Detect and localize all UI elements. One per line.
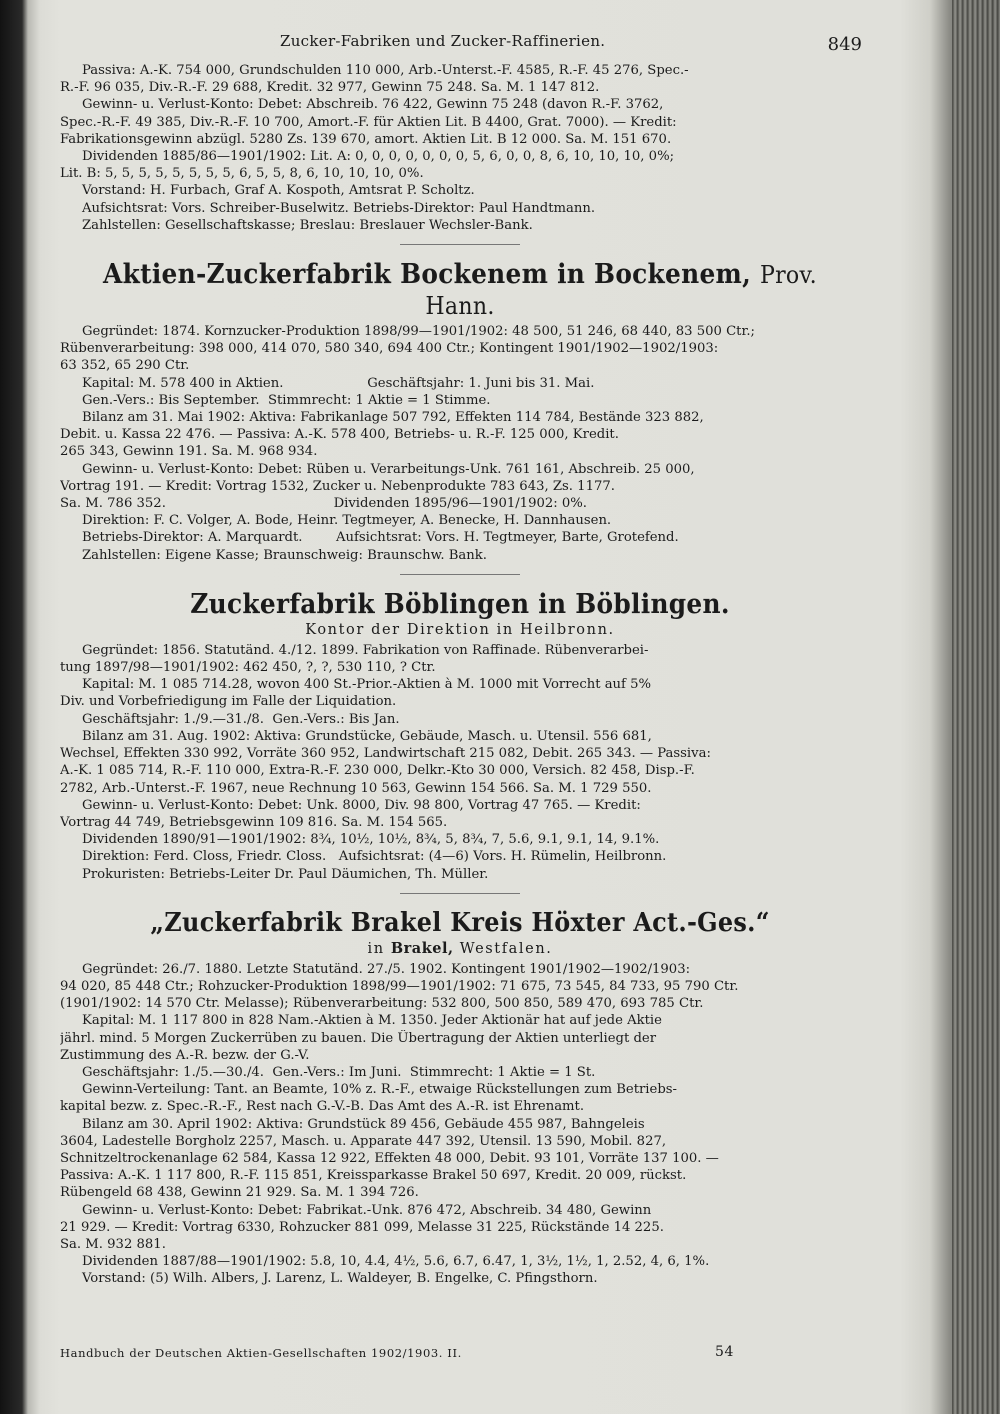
subtitle-suffix: Westfalen. [459, 940, 553, 957]
subtitle-prefix: in [367, 940, 385, 957]
text-line: Geschäftsjahr: 1./9.—31./8. Gen.-Vers.: Bis Jan. [82, 711, 400, 727]
entry-title: Zuckerfabrik Böblingen in Böblingen. [190, 588, 730, 620]
text-line: Gewinn- u. Verlust-Konto: Debet: Fabrikat.-Unk. 876 472, Abschreib. 34 480, Gewinn [82, 1202, 652, 1218]
entry-boeblingen [60, 589, 860, 883]
text-line: Dividenden 1887/88—1901/1902: 5.8, 10, 4.4, 4½, 5.6, 6.7, 6.47, 1, 3½, 1½, 1, 2.52, 4, 6, 1%. [82, 1254, 710, 1270]
text-line: kapital bezw. z. Spec.-R.-F., Rest nach G.-V.-B. Das Amt des A.-R. ist Ehrenamt. [60, 1099, 585, 1115]
entry-brakel [60, 908, 860, 1288]
text-line: 21 929. — Kredit: Vortrag 6330, Rohzucker 881 099, Melasse 31 225, Rückstände 14 225. [60, 1219, 664, 1235]
text-line: Direktion: Ferd. Closs, Friedr. Closs. Aufsichtsrat: (4—6) Vors. H. Rümelin, Heilbronn. [82, 849, 667, 865]
text-line: Vortrag 44 749, Betriebsgewinn 109 816. Sa. M. 154 565. [60, 814, 448, 830]
text-line: Div. und Vorbefriedigung im Falle der Liquidation. [60, 694, 397, 710]
text-line: jährl. mind. 5 Morgen Zuckerrüben zu bauen. Die Übertragung der Aktien unterliegt der [60, 1030, 656, 1046]
entry-title: „Zuckerfabrik Brakel Kreis Höxter Act.-Ges.“ [150, 907, 770, 938]
text-line: Direktion: F. C. Volger, A. Bode, Heinr. Tegtmeyer, A. Benecke, H. Dannhausen. [82, 513, 612, 529]
footer-page-mark: 54 [715, 1344, 735, 1360]
text-line: Spec.-R.-F. 49 385, Div.-R.-F. 10 700, Amort.-F. für Aktien Lit. B 4400, Grat. 7000). — Kredit: [60, 114, 677, 130]
text-line: Lit. B: 5, 5, 5, 5, 5, 5, 5, 5, 6, 5, 5, 8, 6, 10, 10, 10, 0%. [60, 166, 424, 182]
text-line: Vorstand: H. Furbach, Graf A. Kospoth, Amtsrat P. Scholtz. [82, 183, 475, 199]
text-line: Gewinn- u. Verlust-Konto: Debet: Abschreib. 76 422, Gewinn 75 248 (davon R.-F. 3762, [82, 97, 664, 113]
entry-subtitle [60, 940, 860, 957]
text-line: Vortrag 191. — Kredit: Vortrag 1532, Zucker u. Nebenprodukte 783 643, Zs. 1177. [60, 478, 615, 494]
text-line: Gen.-Vers.: Bis September. Stimmrecht: 1 Aktie = 1 Stimme. [82, 392, 491, 408]
text-line: Kapital: M. 578 400 in Aktien. Geschäftsjahr: 1. Juni bis 31. Mai. [82, 375, 595, 391]
entry-subtitle: Kontor der Direktion in Heilbronn. [305, 621, 615, 638]
text-line: Rübenverarbeitung: 398 000, 414 070, 580 340, 694 400 Ctr.; Kontingent 1901/1902—1902/1903: [60, 341, 719, 357]
text-line: Gewinn- u. Verlust-Konto: Debet: Unk. 8000, Div. 98 800, Vortrag 47 765. — Kredit: [82, 797, 641, 813]
text-line: Gegründet: 1874. Kornzucker-Produktion 1898/99—1901/1902: 48 500, 51 246, 68 440, 83 500 Ctr.; [82, 324, 755, 340]
text-line: Zahlstellen: Eigene Kasse; Braunschweig: Braunschw. Bank. [82, 547, 487, 563]
divider [400, 574, 520, 575]
text-line: Prokuristen: Betriebs-Leiter Dr. Paul Däumichen, Th. Müller. [82, 866, 489, 882]
text-line: R.-F. 96 035, Div.-R.-F. 29 688, Kredit. 32 977, Gewinn 75 248. Sa. M. 1 147 812. [60, 80, 600, 96]
text-line: Fabrikationsgewinn abzügl. 5280 Zs. 139 670, amort. Aktien Lit. B 12 000. Sa. M. 151 670. [60, 131, 672, 147]
entry-bockenem [60, 259, 860, 564]
entry-title [92, 259, 828, 321]
text-line: Betriebs-Direktor: A. Marquardt. Aufsichtsrat: Vors. H. Tegtmeyer, Barte, Grotefend. [82, 530, 679, 546]
text-line: Kapital: M. 1 117 800 in 828 Nam.-Aktien à M. 1350. Jeder Aktionär hat auf jede Aktie [82, 1013, 662, 1029]
text-line: Geschäftsjahr: 1./5.—30./4. Gen.-Vers.: Im Juni. Stimmrecht: 1 Aktie = 1 St. [82, 1064, 596, 1080]
text-line: Passiva: A.-K. 1 117 800, R.-F. 115 851, Kreissparkasse Brakel 50 697, Kredit. 20 009, rückst. [60, 1168, 687, 1184]
running-title: Zucker-Fabriken und Zucker-Raffinerien. [280, 32, 606, 50]
text-line: Gewinn- u. Verlust-Konto: Debet: Rüben u. Verarbeitungs-Unk. 761 161, Abschreib. 25 000, [82, 461, 695, 477]
page-number: 849 [827, 34, 862, 55]
text-line: Gegründet: 1856. Statutänd. 4./12. 1899. Fabrikation von Raffinade. Rübenverarbei- [82, 642, 649, 658]
divider [400, 244, 520, 245]
text-line: Gewinn-Verteilung: Tant. an Beamte, 10% z. R.-F., etwaige Rückstellungen zum Betriebs- [82, 1082, 677, 1098]
text-line: Dividenden 1885/86—1901/1902: Lit. A: 0, 0, 0, 0, 0, 0, 0, 5, 6, 0, 0, 8, 6, 10, 10, 10, 0%; [82, 149, 675, 165]
text-line: Schnitzeltrockenanlage 62 584, Kassa 12 922, Effekten 48 000, Debit. 93 101, Vorräte 137 100. — [60, 1150, 719, 1166]
text-line: Rübengeld 68 438, Gewinn 21 929. Sa. M. 1 394 726. [60, 1185, 419, 1201]
text-line: tung 1897/98—1901/1902: 462 450, ?, ?, 530 110, ? Ctr. [60, 660, 436, 676]
entry-continued [60, 62, 860, 234]
text-line: Bilanz am 30. April 1902: Aktiva: Grundstück 89 456, Gebäude 455 987, Bahngeleis [82, 1116, 645, 1132]
text-line: Sa. M. 932 881. [60, 1236, 166, 1252]
text-line: Zustimmung des A.-R. bezw. der G.-V. [60, 1047, 310, 1063]
text-line: 3604, Ladestelle Borgholz 2257, Masch. u. Apparate 447 392, Utensil. 13 590, Mobil. 827, [60, 1133, 667, 1149]
text-line: Dividenden 1890/91—1901/1902: 8¾, 10½, 10½, 8¾, 5, 8¾, 7, 5.6, 9.1, 9.1, 14, 9.1%. [82, 832, 660, 848]
entry-title-main: Aktien-Zuckerfabrik Bockenem in Bockenem, [103, 259, 752, 291]
text-line: 265 343, Gewinn 191. Sa. M. 968 934. [60, 444, 318, 460]
text-line: Bilanz am 31. Aug. 1902: Aktiva: Grundstücke, Gebäude, Masch. u. Utensil. 556 681, [82, 728, 652, 744]
text-line: Sa. M. 786 352. Dividenden 1895/96—1901/1902: 0%. [60, 496, 587, 512]
text-line: Vorstand: (5) Wilh. Albers, J. Larenz, L. Waldeyer, B. Engelke, C. Pfingsthorn. [82, 1271, 598, 1287]
text-line: Passiva: A.-K. 754 000, Grundschulden 110 000, Arb.-Unterst.-F. 4585, R.-F. 45 276, Spec.- [82, 63, 689, 78]
footer-text: Handbuch der Deutschen Aktien-Gesellschaften 1902/1903. II. [60, 1346, 462, 1360]
page-column [60, 28, 860, 1298]
text-line: Bilanz am 31. Mai 1902: Aktiva: Fabrikanlage 507 792, Effekten 114 784, Bestände 323 882, [82, 410, 704, 426]
text-line: Wechsel, Effekten 330 992, Vorräte 360 952, Landwirtschaft 215 082, Debit. 265 343. — Passiva: [60, 746, 711, 762]
text-line: 94 020, 85 448 Ctr.; Rohzucker-Produktion 1898/99—1901/1902: 71 675, 73 545, 84 733, 95 790 Ctr. [60, 978, 739, 994]
entry-title-sub: Prov. Hann. [425, 261, 817, 321]
text-line: Gegründet: 26./7. 1880. Letzte Statutänd. 27./5. 1902. Kontingent 1901/1902—1902/1903: [82, 961, 691, 977]
text-line: 63 352, 65 290 Ctr. [60, 358, 190, 374]
page-footer [60, 1346, 760, 1360]
subtitle-city: Brakel, [390, 939, 454, 957]
running-header [60, 28, 860, 62]
text-line: 2782, Arb.-Unterst.-F. 1967, neue Rechnung 10 563, Gewinn 154 566. Sa. M. 1 729 550. [60, 780, 652, 796]
divider [400, 893, 520, 894]
text-line: A.-K. 1 085 714, R.-F. 110 000, Extra-R.-F. 230 000, Delkr.-Kto 30 000, Versich. 82 458, Disp.-F. [60, 763, 695, 779]
text-line: Kapital: M. 1 085 714.28, wovon 400 St.-Prior.-Aktien à M. 1000 mit Vorrecht auf 5% [82, 677, 652, 693]
text-line: Debit. u. Kassa 22 476. — Passiva: A.-K. 578 400, Betriebs- u. R.-F. 125 000, Kredit. [60, 427, 619, 443]
text-line: Aufsichtsrat: Vors. Schreiber-Buselwitz. Betriebs-Direktor: Paul Handtmann. [82, 200, 596, 216]
text-line: Zahlstellen: Gesellschaftskasse; Breslau: Breslauer Wechsler-Bank. [82, 217, 533, 233]
text-line: (1901/1902: 14 570 Ctr. Melasse); Rübenverarbeitung: 532 800, 500 850, 589 470, 693 785 Ctr. [60, 996, 704, 1012]
